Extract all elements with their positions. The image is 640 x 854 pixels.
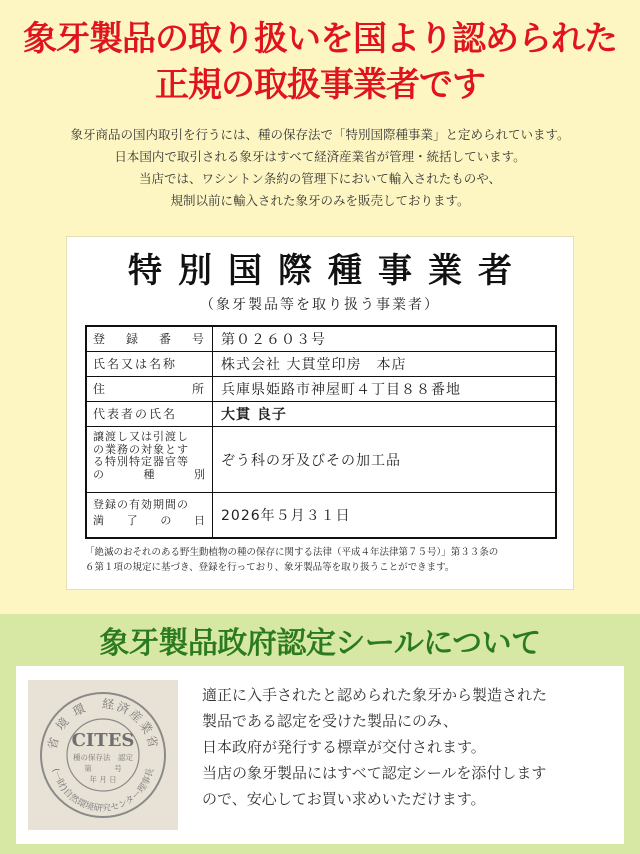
row-value-expiry: 2026年５月３１日 (221, 508, 351, 524)
table-row (87, 427, 555, 493)
intro-line: 規制以前に輸入された象牙のみを販売しております。 (170, 193, 470, 208)
seal-description: 適正に入手されたと認められた象牙から製造された 製品である認定を受けた製品にのみ、 日本政府が発行する標章が交付されます。 当店の象牙製品にはすべて認定シールを添付します ので、安心してお買い求めいただけます。 (202, 686, 548, 808)
seal-logo: CITES (71, 730, 135, 751)
row-value-rep: 大貫 良子 (221, 407, 287, 423)
headline-line-1: 象牙製品の取り扱いを国より認められた (23, 19, 617, 59)
seal-section (0, 614, 640, 854)
cites-seal-icon (28, 680, 178, 830)
headline (0, 16, 640, 108)
seal-section-title: 象牙製品政府認定シールについて (99, 626, 541, 661)
certificate-title: 特別国際種事業者 (128, 251, 528, 291)
seal-image (28, 680, 178, 830)
row-value-reg-no: 第０２６０３号 (221, 332, 326, 348)
certificate-note: 「絶滅のおそれのある野生動植物の種の保存に関する法律（平成４年法律第７５号）」第３３条の ６第１項の規定に基づき、登録を行っており、象牙製品等を取り扱うことができます。 (85, 547, 499, 573)
table-row (87, 402, 555, 427)
seal-line-2: 第 号 (84, 764, 122, 773)
row-label-expiry: 登録の有効期間の 満 了 の 日 (87, 493, 213, 537)
table-row (87, 493, 555, 537)
certificate-table (85, 325, 557, 539)
seal-ring-bottom: (一財)自然環境研究センター理事長 (49, 767, 157, 815)
seal-line-3: 年 月 日 (89, 775, 117, 784)
seal-ring-top: 省 境 環 経済産業省 (45, 696, 161, 751)
headline-line-2: 正規の取扱事業者です (155, 65, 485, 105)
table-row (87, 352, 555, 377)
row-label-reg-no: 登 録 番 号 (87, 327, 213, 351)
table-row (87, 327, 555, 352)
intro-text (0, 124, 640, 212)
table-row (87, 377, 555, 402)
row-label-address: 住 所 (87, 377, 213, 401)
intro-line: 当店では、ワシントン条約の管理下において輸入されたものや、 (139, 171, 501, 186)
intro-line: 日本国内で取引される象牙はすべて経済産業省が管理・統括しています。 (114, 149, 526, 164)
row-value-name: 株式会社 大貫堂印房 本店 (221, 357, 407, 373)
certificate-card (66, 236, 574, 590)
row-label-rep: 代表者の氏名 (87, 402, 213, 426)
seal-line-1: 種の保存法 認定 (73, 753, 133, 762)
row-value-kind: ぞう科の牙及びその加工品 (221, 452, 401, 469)
certificate-subtitle: （象牙製品等を取り扱う事業者） (200, 297, 440, 313)
seal-panel (16, 666, 624, 844)
row-value-address: 兵庫県姫路市神屋町４丁目８８番地 (221, 382, 461, 398)
row-label-kind: 譲渡し又は引渡し の業務の対象とす る特別特定器官等 の 種 別 (87, 427, 213, 492)
intro-line: 象牙商品の国内取引を行うには、種の保存法で「特別国際種事業」と定められています。 (70, 127, 570, 142)
row-label-name: 氏名又は名称 (87, 352, 213, 376)
